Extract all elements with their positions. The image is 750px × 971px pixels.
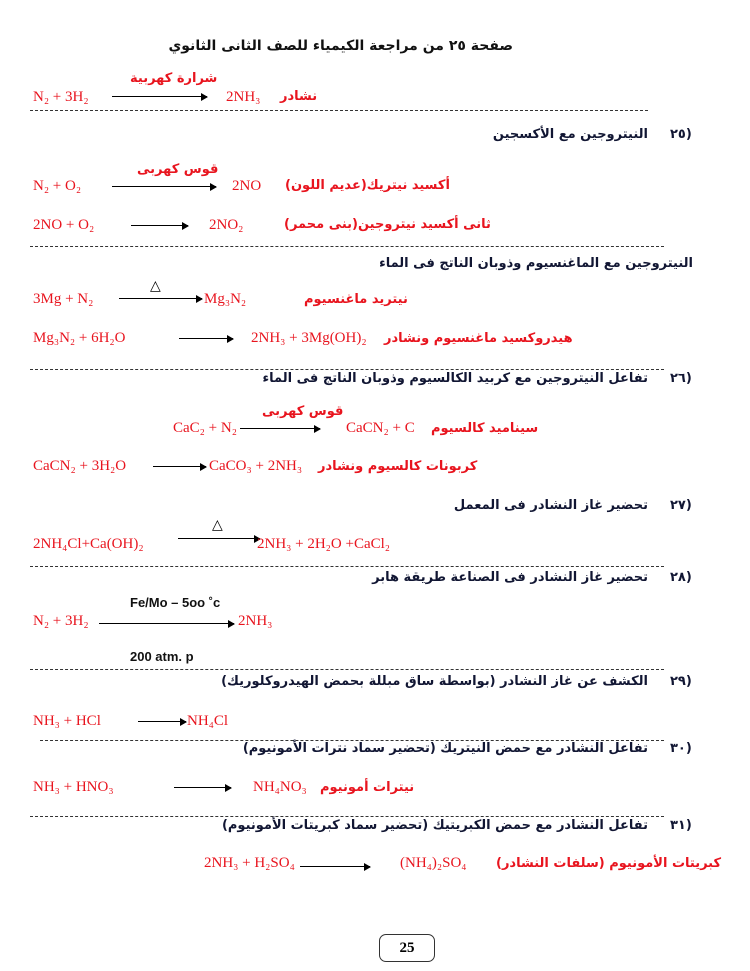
heat-symbol: △ (150, 278, 161, 294)
r4-reactants: 3Mg + N₂ (33, 291, 94, 307)
r5-products: 2NH₃ + 3Mg(OH)₂ (251, 330, 367, 346)
r2-reactants: N₂ + O₂ (33, 178, 82, 194)
r6-products: CaCN₂ + C (346, 420, 415, 436)
divider (30, 816, 664, 817)
r11-reactants: NH₃ + HNO₃ (33, 779, 114, 795)
r8-reactants: 2NH₄Cl+Ca(OH)₂ (33, 536, 144, 552)
section-heading: الكشف عن غاز النشادر (بواسطة ساق مبللة بحمض الهيدروكلوريك) (221, 674, 648, 689)
r12-reactants: 2NH₃ + H₂SO₄ (204, 855, 295, 871)
r8-products: 2NH₃ + 2H₂O +CaCl₂ (257, 536, 391, 552)
r9-arrow (99, 623, 234, 624)
r8-arrow (178, 538, 260, 539)
r3-arrow (131, 225, 188, 226)
divider (30, 369, 664, 370)
r2-products: 2NO (232, 178, 262, 194)
r2-name: أكسيد نيتريك(عديم اللون) (285, 178, 450, 193)
section-heading: النيتروجين مع الماغنسيوم وذوبان الناتج فى الماء (379, 256, 693, 271)
r5-name: هيدروكسيد ماغنسيوم ونشادر (384, 331, 573, 346)
r9-reactants: N₂ + 3H₂ (33, 613, 89, 629)
section-heading: تفاعل النيتروجين مع كربيد الكالسيوم وذوبان الناتج فى الماء (262, 371, 648, 386)
r7-products: CaCO₃ + 2NH₃ (209, 458, 303, 474)
r11-arrow (174, 787, 231, 788)
section-heading: تفاعل النشادر مع حمض الكبريتيك (تحضير سماد كبريتات الأمونيوم) (221, 818, 648, 833)
section-heading: تفاعل النشادر مع حمض النيتريك (تحضير سماد نترات الأمونيوم) (242, 741, 648, 756)
section-number: ٢٥) (670, 127, 692, 142)
divider (30, 566, 664, 567)
r9-condition-pressure: 200 atm. p (130, 649, 194, 664)
section-number: ٣٠) (670, 741, 692, 756)
r10-arrow (138, 721, 186, 722)
page-number: 25 (379, 934, 435, 962)
r1-condition: شرارة كهربية (130, 71, 218, 86)
r5-reactants: Mg₃N₂ + 6H₂O (33, 330, 126, 346)
divider (30, 246, 664, 247)
r11-name: نيترات أمونيوم (320, 780, 415, 795)
r7-name: كربونات كالسيوم ونشادر (318, 459, 478, 474)
r6-arrow (240, 428, 320, 429)
r3-products: 2NO₂ (209, 217, 244, 233)
r7-reactants: CaCN₂ + 3H₂O (33, 458, 127, 474)
heat-symbol: △ (212, 517, 223, 533)
r2-arrow (112, 186, 216, 187)
section-heading: النيتروجين مع الأكسجين (492, 127, 648, 142)
r11-products: NH₄NO₃ (253, 779, 307, 795)
page-title: صفحة ٢٥ من مراجعة الكيمياء للصف الثانى الثانوي (168, 38, 513, 54)
section-number: ٢٦) (670, 371, 692, 386)
r4-products: Mg₃N₂ (204, 291, 247, 307)
r10-reactants: NH₃ + HCl (33, 713, 101, 729)
r3-reactants: 2NO + O₂ (33, 217, 95, 233)
r1-reactants: N₂ + 3H₂ (33, 89, 89, 105)
divider (30, 669, 664, 670)
r4-arrow (119, 298, 202, 299)
section-number: ٢٩) (670, 674, 692, 689)
section-number: ٢٧) (670, 498, 692, 513)
r4-name: نيتريد ماغنسيوم (304, 292, 408, 307)
section-heading: تحضير غاز النشادر فى الصناعة طريقة هابر (372, 570, 648, 585)
r1-name: نشادر (280, 89, 318, 104)
divider (30, 110, 648, 111)
r12-arrow (300, 866, 370, 867)
r7-arrow (153, 466, 206, 467)
r10-products: NH₄Cl (187, 713, 229, 729)
section-number: ٣١) (670, 818, 692, 833)
r2-condition: قوس كهربى (137, 162, 219, 177)
r3-name: ثانى أكسيد نيتروجين(بنى محمر) (284, 217, 491, 232)
r6-reactants: CaC₂ + N₂ (173, 420, 237, 436)
r6-condition: قوس كهربى (262, 404, 344, 419)
r5-arrow (179, 338, 233, 339)
r12-name: كبريتات الأمونيوم (سلفات النشادر) (496, 856, 722, 871)
r9-products: 2NH₃ (238, 613, 273, 629)
r12-products: (NH₄)₂SO₄ (400, 855, 467, 871)
r1-arrow (112, 96, 207, 97)
r1-products: 2NH₃ (226, 89, 261, 105)
r6-name: سيناميد كالسيوم (431, 421, 539, 436)
section-number: ٢٨) (670, 570, 692, 585)
section-heading: تحضير غاز النشادر فى المعمل (453, 498, 648, 513)
r9-condition-temperature: Fe/Mo – 5oo ˚c (130, 595, 221, 610)
